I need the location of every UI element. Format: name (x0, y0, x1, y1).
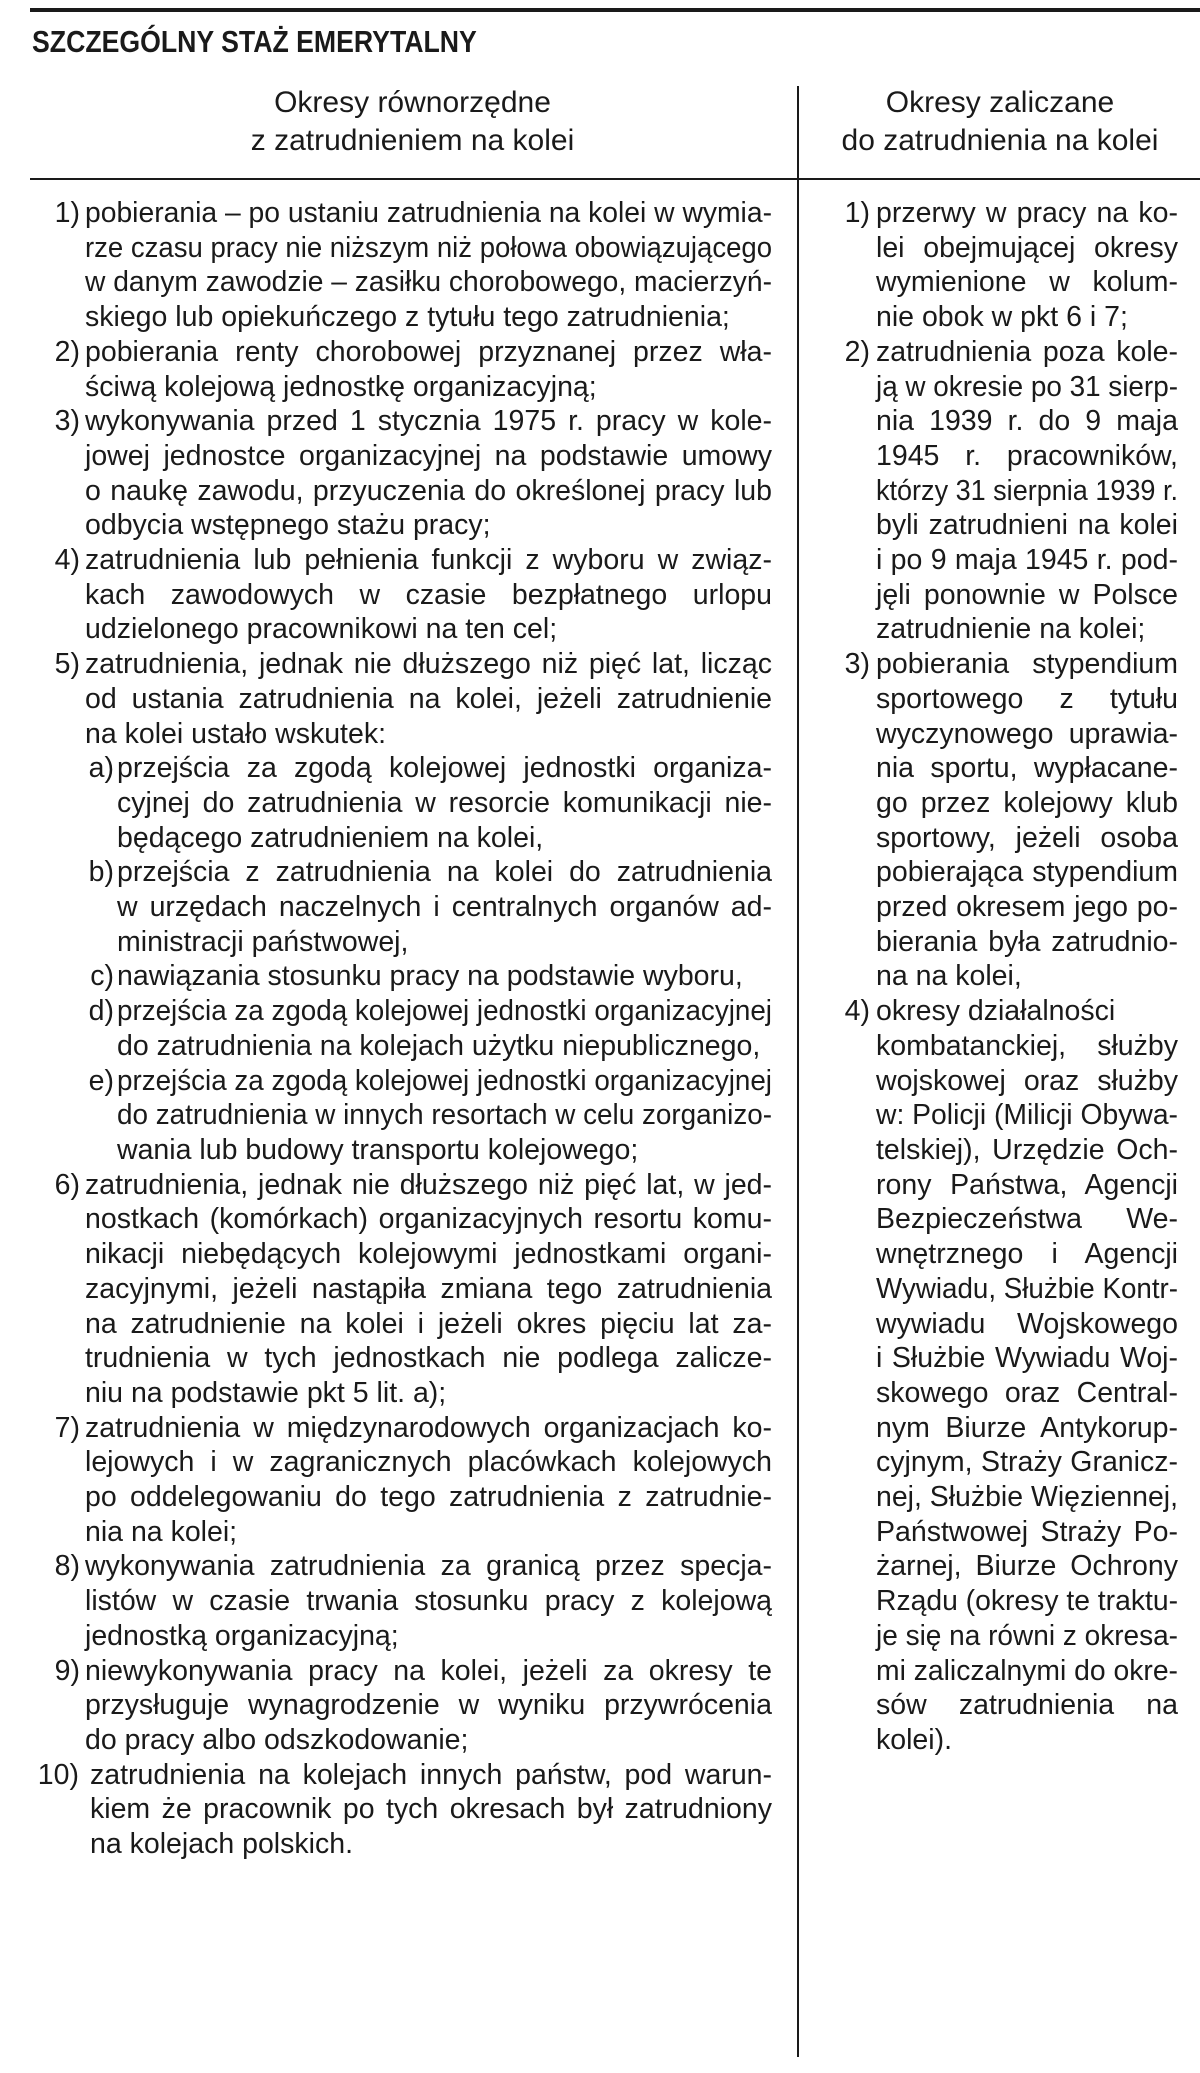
text-line-content: przerwy w pracy na ko- (876, 197, 1179, 229)
text-line-content: na na kolei, (876, 960, 1022, 993)
item-number: 5) (54, 648, 80, 681)
text-line-content: na kolejach polskich. (90, 1828, 353, 1861)
text-line (876, 1619, 1178, 1654)
text-line-content: ją w okresie po 31 sierp- (876, 370, 1178, 403)
text-line (117, 855, 772, 890)
text-line-content: lejowych i w zagranicznych placówkach kolejowych (85, 1446, 772, 1479)
text-line-content: niewykonywania pracy na kolei, jeżeli za okresy te (85, 1654, 772, 1687)
text-line (117, 994, 772, 1029)
left-subitem (30, 994, 772, 1063)
text-line-content: listów w czasie trwania stosunku pracy z kolejową (85, 1585, 773, 1618)
left-column (30, 196, 772, 1862)
text-line (876, 1341, 1178, 1376)
text-line (85, 717, 772, 752)
text-line (85, 543, 772, 578)
text-line-content: Bezpieczeństwa We- (876, 1203, 1178, 1236)
item-number: 3) (54, 405, 80, 438)
text-line (876, 855, 1178, 890)
text-line (90, 1827, 772, 1862)
text-line-content: rony Państwa, Agencji (876, 1168, 1178, 1201)
text-line-content: sportowego z tytułu (876, 682, 1178, 715)
text-line-content: trudnienia w tych jednostkach nie podlega zalicze- (85, 1342, 772, 1375)
text-line-content: zatrudnienie na kolei; (876, 613, 1146, 646)
text-line-content: ściwą kolejową jednostkę organizacyjną; (85, 370, 597, 403)
text-line-content: przejścia z zatrudnienia na kolei do zatrudnienia (117, 856, 773, 889)
text-line (876, 994, 1178, 1029)
text-line-content: ministracji państwowej, (117, 925, 409, 958)
left-list-item (30, 1654, 772, 1758)
left-header-line: z zatrudnieniem na kolei (250, 124, 575, 157)
text-line (85, 1654, 772, 1689)
text-line (85, 1307, 772, 1342)
left-list-item (30, 404, 772, 543)
right-header-line: Okresy zaliczane (885, 86, 1115, 119)
text-line-content: do zatrudnienia na kolejach użytku niepublicznego, (117, 1029, 761, 1062)
text-line-content: Rządu (okresy te traktu- (876, 1585, 1179, 1618)
text-line (876, 1307, 1178, 1342)
text-line-content: pobierania renty chorobowej przyznanej przez wła- (85, 335, 772, 368)
text-line-content: Wywiadu, Służbie Kontr- (876, 1272, 1179, 1305)
header-rule (30, 178, 1200, 180)
item-number: 1) (54, 197, 80, 229)
text-line (876, 439, 1178, 474)
text-line-content: zatrudnienia, jednak nie dłuższego niż pięć lat, w jed- (85, 1168, 773, 1201)
text-line (85, 1168, 772, 1203)
text-line-content: na zatrudnienie na kolei i jeżeli okres pięciu lat za- (85, 1307, 772, 1340)
text-line (117, 1029, 772, 1064)
text-line-content: na kolei ustało wskutek: (85, 717, 386, 750)
text-line (117, 1064, 772, 1099)
text-line (85, 1411, 772, 1446)
text-line-content: telskiej), Urzędzie Och- (876, 1133, 1178, 1166)
text-line (876, 1237, 1178, 1272)
left-list-item (30, 1758, 772, 1862)
text-line-content: przejścia za zgodą kolejowej jednostki organizacyjnej (117, 1064, 772, 1097)
text-line-content: zacyjnymi, jeżeli nastąpiła zmiana tego zatrudnienia (85, 1272, 773, 1305)
left-list-item (30, 647, 772, 751)
text-line-content: i Służbie Wywiadu Woj- (876, 1342, 1178, 1375)
text-line-content: nej, Służbie Więziennej, (876, 1481, 1179, 1514)
text-line (876, 1064, 1178, 1099)
text-line (85, 578, 772, 613)
text-line (876, 821, 1178, 856)
text-line (85, 265, 772, 300)
top-rule (30, 8, 1200, 12)
text-line-content: kombatanckiej, służby (876, 1029, 1178, 1062)
text-line (876, 786, 1178, 821)
text-line-content: wywiadu Wojskowego (876, 1307, 1178, 1340)
text-line-content: pobierająca stypendium (876, 856, 1178, 889)
text-line-content: kolei). (876, 1723, 953, 1756)
item-number: b) (88, 856, 114, 889)
item-number: 9) (54, 1654, 80, 1687)
right-header-line: do zatrudnienia na kolei (841, 124, 1159, 157)
text-line (876, 404, 1178, 439)
text-line-content: przysługuje wynagrodzenie w wyniku przywrócenia (85, 1689, 772, 1722)
text-line-content: po oddelegowaniu do tego zatrudnienia z zatrudnie- (85, 1481, 772, 1514)
text-line (85, 1480, 772, 1515)
text-line (85, 1341, 772, 1376)
text-line-content: zatrudnienia w międzynarodowych organizacjach ko- (85, 1411, 773, 1444)
text-line (90, 1758, 772, 1793)
text-line-content: niu na podstawie pkt 5 lit. a); (85, 1376, 447, 1409)
text-line-content: skiego lub opiekuńczego z tytułu tego zatrudnienia; (85, 301, 730, 334)
right-list-item (828, 196, 1178, 335)
left-header-line: Okresy równorzędne (274, 86, 551, 119)
text-line-content: w danym zawodzie – zasiłku chorobowego, macierzyń- (85, 266, 773, 299)
text-line-content: w urzędach naczelnych i centralnych organów ad- (117, 891, 772, 924)
text-line-content: skowego oraz Central- (876, 1376, 1178, 1409)
text-line-content: wania lub budowy transportu kolejowego; (117, 1133, 639, 1166)
item-number: e) (88, 1064, 114, 1097)
right-column-header (800, 84, 1200, 160)
text-line (117, 821, 772, 856)
text-line-content: okresy działalności (876, 995, 1116, 1028)
right-list-item (828, 647, 1178, 994)
text-line (876, 647, 1178, 682)
text-line-content: będącego zatrudnieniem na kolei, (117, 821, 544, 854)
text-line (85, 300, 772, 335)
text-line-content: jowej jednostce organizacyjnej na podstawie umowy (85, 439, 772, 472)
text-line (85, 612, 772, 647)
text-line (85, 1202, 772, 1237)
item-number: 8) (54, 1550, 80, 1583)
text-line (85, 1272, 772, 1307)
text-line-content: nie obok w pkt 6 i 7; (876, 301, 1128, 334)
text-line-content: wojskowej oraz służby (876, 1064, 1178, 1097)
text-line-content: od ustania zatrudnienia na kolei, jeżeli zatrudnienie (85, 682, 773, 715)
text-line (876, 612, 1178, 647)
text-line-content: byli zatrudnieni na kolei (876, 509, 1178, 542)
text-line-content: o naukę zawodu, przyuczenia do określonej pracy lub (85, 474, 772, 507)
text-line-content: bierania była zatrudnio- (876, 925, 1178, 958)
text-line-content: nikacji niebędących kolejowymi jednostkami organi- (85, 1238, 772, 1271)
text-line (85, 335, 772, 370)
text-line (85, 1445, 772, 1480)
left-list-item (30, 1549, 772, 1653)
text-line (85, 474, 772, 509)
left-column-header (30, 84, 795, 160)
text-line-content: przed okresem jego po- (876, 891, 1178, 924)
text-line (876, 1549, 1178, 1584)
text-line (117, 959, 772, 994)
right-list-item (828, 335, 1178, 647)
text-line-content: wnętrznego i Agencji (876, 1238, 1178, 1271)
text-line (85, 196, 772, 231)
text-line (876, 1029, 1178, 1064)
item-number: 2) (844, 335, 870, 368)
text-line-content: cyjnym, Straży Granicz- (876, 1446, 1178, 1479)
text-line (876, 751, 1178, 786)
item-number: 7) (54, 1411, 80, 1444)
text-line-content: rze czasu pracy nie niższym niż połowa obowiązującego (85, 231, 773, 264)
text-line-content: sportowy, jeżeli osoba (876, 821, 1178, 854)
text-line (876, 1654, 1178, 1689)
text-line (876, 1168, 1178, 1203)
text-line-content: lei obejmującej okresy (876, 231, 1178, 264)
text-line-content: kach zawodowych w czasie bezpłatnego urlopu (85, 578, 772, 611)
text-line (876, 1515, 1178, 1550)
text-line-content: wykonywania przed 1 stycznia 1975 r. pracy w kole- (85, 405, 773, 438)
text-line (85, 1688, 772, 1723)
text-line (876, 1272, 1178, 1307)
text-line (876, 890, 1178, 925)
text-line (876, 1411, 1178, 1446)
text-line-content: do zatrudnienia w innych resortach w celu zorganizo- (117, 1099, 773, 1132)
text-line (85, 439, 772, 474)
text-line (90, 1792, 772, 1827)
text-line-content: którzy 31 sierpnia 1939 r. (876, 474, 1179, 507)
text-line-content: wymienione w kolum- (876, 266, 1178, 299)
text-line (876, 300, 1178, 335)
text-line (876, 231, 1178, 266)
left-subitem (30, 751, 772, 855)
text-line-content: 1945 r. pracowników, (876, 439, 1178, 472)
text-line-content: pobierania – po ustaniu zatrudnienia na kolei w wymia- (85, 197, 772, 229)
left-list-item (30, 543, 772, 647)
text-line-content: nawiązania stosunku pracy na podstawie wyboru, (117, 960, 743, 993)
text-line-content: pobierania stypendium (876, 648, 1178, 681)
text-line (876, 370, 1178, 405)
left-list-item (30, 196, 772, 335)
text-line-content: w: Policji (Milicji Obywa- (876, 1099, 1178, 1132)
text-line-content: i po 9 maja 1945 r. pod- (876, 544, 1178, 577)
text-line (876, 474, 1178, 509)
text-line-content: nia na kolei; (85, 1515, 238, 1548)
text-line-content: przejścia za zgodą kolejowej jednostki organizacyjnej (117, 995, 772, 1028)
item-number: 4) (54, 544, 80, 577)
text-line (85, 682, 772, 717)
text-line (876, 1445, 1178, 1480)
text-line-content: do pracy albo odszkodowanie; (85, 1723, 469, 1756)
text-line (876, 1202, 1178, 1237)
text-line-content: zatrudnienia lub pełnienia funkcji z wyboru w związ- (85, 544, 772, 577)
text-line (85, 1619, 772, 1654)
right-list-item (828, 994, 1178, 1757)
text-line-content: Państwowej Straży Po- (876, 1515, 1178, 1548)
left-list-item (30, 1411, 772, 1550)
item-number: d) (88, 995, 114, 1028)
text-line-content: przejścia za zgodą kolejowej jednostki organiza- (117, 752, 772, 785)
left-list-item (30, 335, 772, 404)
text-line (876, 1133, 1178, 1168)
left-list-item (30, 1168, 772, 1411)
text-line-content: nia sportu, wypłacane- (876, 752, 1178, 785)
text-line (876, 335, 1178, 370)
text-line (85, 1237, 772, 1272)
item-number: 1) (844, 197, 870, 229)
text-line (876, 1376, 1178, 1411)
text-line (876, 196, 1178, 231)
text-line (117, 1133, 772, 1168)
right-column (828, 196, 1178, 1758)
text-line (117, 925, 772, 960)
text-line-content: nia 1939 r. do 9 maja (876, 405, 1178, 438)
text-line-content: sów zatrudnienia na (876, 1689, 1178, 1722)
text-line (876, 1480, 1178, 1515)
text-line (876, 543, 1178, 578)
text-line (876, 1688, 1178, 1723)
text-line (876, 1098, 1178, 1133)
text-line (117, 1098, 772, 1133)
text-line (85, 508, 772, 543)
text-line-content: nostkach (komórkach) organizacyjnych resortu komu- (85, 1203, 772, 1236)
text-line-content: je się na równi z okresa- (876, 1619, 1179, 1652)
text-line-content: zatrudnienia, jednak nie dłuższego niż pięć lat, licząc (85, 648, 772, 681)
left-subitem (30, 855, 772, 959)
item-number: 3) (844, 648, 870, 681)
text-line (85, 1376, 772, 1411)
text-line-content: go przez kolejowy klub (876, 786, 1178, 819)
text-line (85, 370, 772, 405)
page-title: SZCZEGÓLNY STAŻ EMERYTALNY (32, 24, 477, 59)
item-number: 2) (54, 335, 80, 368)
item-number: 6) (54, 1168, 80, 1201)
text-line (85, 1723, 772, 1758)
column-divider (797, 86, 799, 2057)
text-line (876, 959, 1178, 994)
text-line-content: odbycia wstępnego stażu pracy; (85, 509, 491, 542)
text-line (85, 1549, 772, 1584)
text-line (85, 1584, 772, 1619)
text-line-content: jednostką organizacyjną; (85, 1619, 399, 1652)
text-line (876, 925, 1178, 960)
text-line-content: mi zaliczalnymi do okre- (876, 1654, 1178, 1687)
text-line (876, 1723, 1178, 1758)
item-number: 10) (37, 1758, 79, 1791)
item-number: a) (88, 752, 114, 785)
text-line-content: wykonywania zatrudnienia za granicą przez specja- (85, 1550, 773, 1583)
text-line (876, 578, 1178, 613)
text-line-content: cyjnej do zatrudnienia w resorcie komunikacji nie- (117, 786, 772, 819)
text-line (876, 508, 1178, 543)
text-line-content: nym Biurze Antykorup- (876, 1411, 1178, 1444)
text-line-content: zatrudnienia na kolejach innych państw, pod warun- (90, 1758, 773, 1791)
left-subitem (30, 1064, 772, 1168)
item-number: 4) (844, 995, 870, 1028)
text-line-content: wyczynowego uprawia- (876, 717, 1178, 750)
text-line (85, 647, 772, 682)
text-line (117, 890, 772, 925)
text-line (117, 751, 772, 786)
text-line-content: żarnej, Biurze Ochrony (876, 1550, 1178, 1583)
text-line (876, 717, 1178, 752)
text-line (117, 786, 772, 821)
text-line-content: zatrudnienia poza kole- (876, 335, 1179, 368)
text-line-content: jęli ponownie w Polsce (876, 578, 1178, 611)
left-subitem (30, 959, 772, 994)
text-line-content: kiem że pracownik po tych okresach był zatrudniony (90, 1793, 772, 1826)
text-line-content: udzielonego pracownikowi na ten cel; (85, 613, 558, 646)
text-line (876, 682, 1178, 717)
text-line (85, 404, 772, 439)
text-line (85, 231, 772, 266)
text-line (876, 1584, 1178, 1619)
item-number: c) (90, 960, 114, 993)
text-line (876, 265, 1178, 300)
text-line (85, 1515, 772, 1550)
